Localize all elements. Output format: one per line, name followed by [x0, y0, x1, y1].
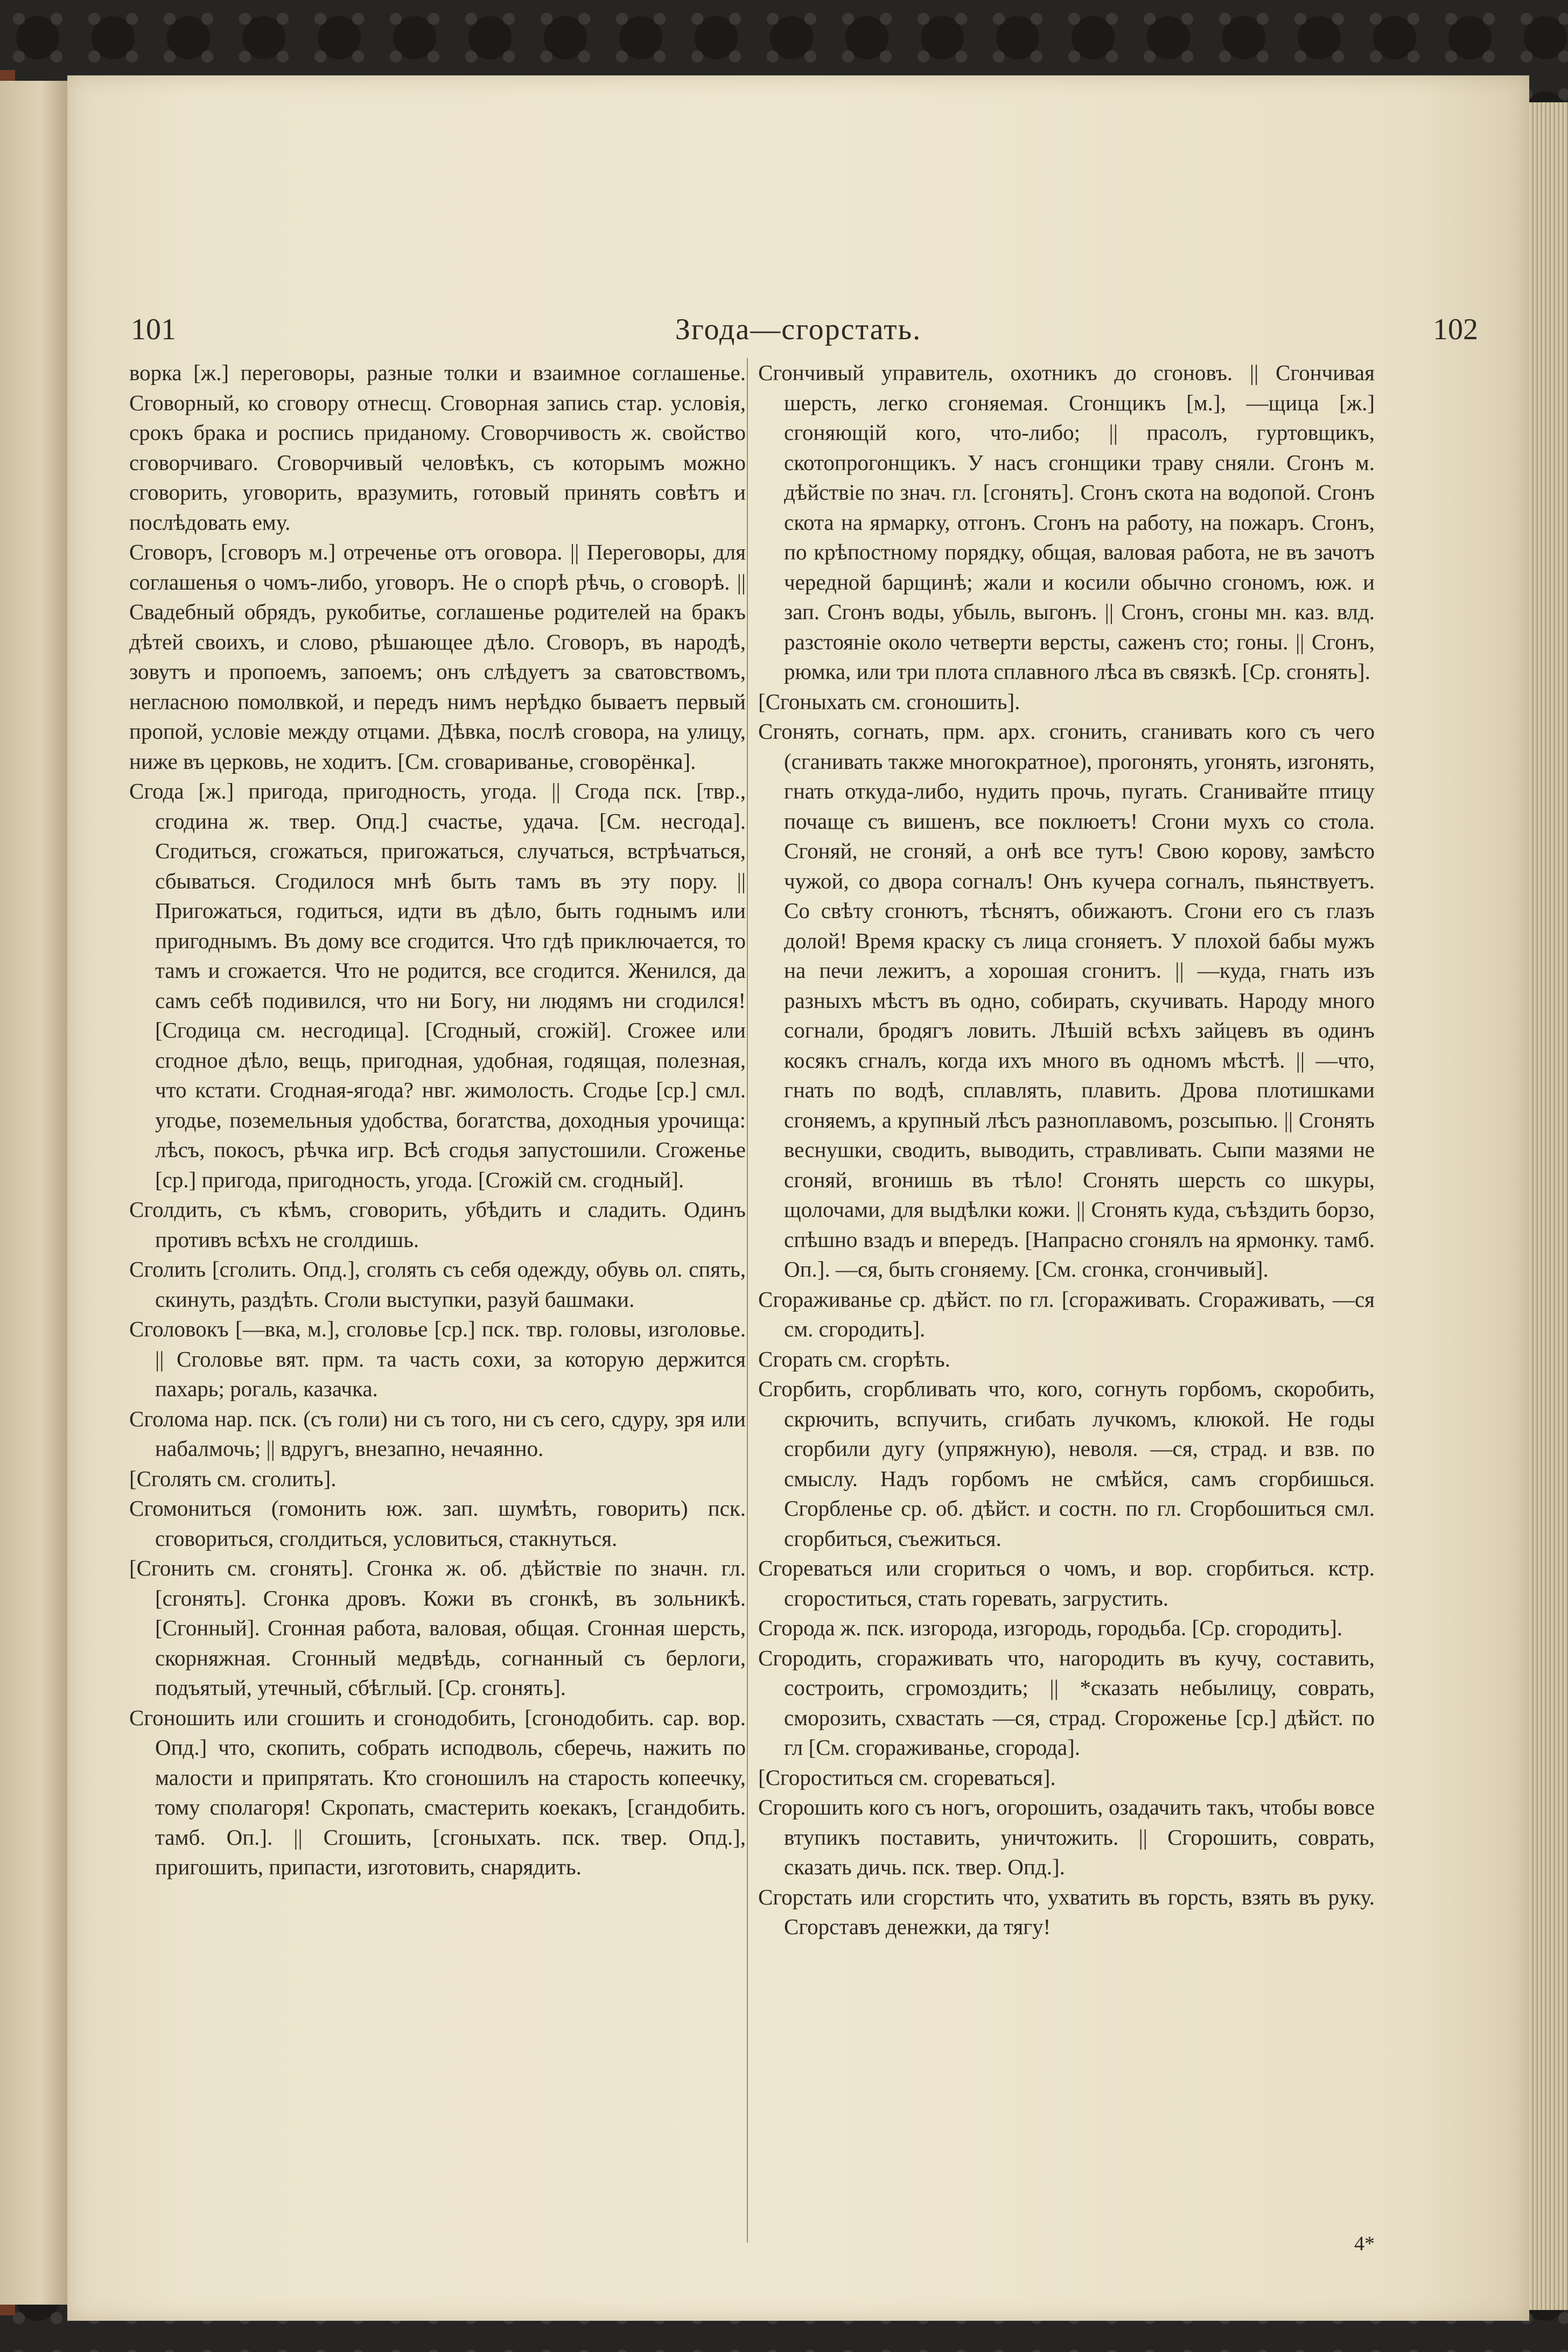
page-stack-edge — [1527, 102, 1568, 2310]
entry-paragraph: Сгончивый управитель, охотникъ до сгоновъ. || Сгончивая шерсть, легко сгоняемая. Сгонщикъ [м.], —щица [ж.] сгоняющiй кого, что-либо; || прасолъ, гуртовщикъ, скотопрогонщикъ. У насъ сгонщики траву сняли. Сгонъ м. дѣйствiе по знач. гл. [сгонять]. Сгонъ скота на водопой. Сгонъ скота на ярмарку, отгонъ. Сгонъ на работу, на пожаръ. Сгонъ, по крѣпостному порядку, общая, валовая работа, не въ зачотъ чередной барщинѣ; жали и косили обычно сгономъ, юж. и зап. Сгонъ воды, убыль, выгонъ. || Сгонъ, сгоны мн. каз. влд. разстоянiе около четверти версты, саженъ сто; гоны. || Сгонъ, рюмка, или три плота сплавного лѣса въ связкѣ. [Ср. сгонять]. — [758, 360, 1375, 684]
entry-paragraph: Сгорать см. сгорѣть. — [758, 1346, 950, 1371]
entry-paragraph: Сгорошить кого съ ногъ, огорошить, озадачить такъ, чтобы вовсе втупикъ поставить, уничтожить. || Сгорошить, соврать, сказать дичь. пск. твер. Опд.]. — [758, 1795, 1375, 1879]
running-title: Згода—сгорстать. — [675, 313, 922, 346]
entry-paragraph: Сголить [сголить. Опд.], сголять съ себя одежду, обувь ол. спять, скинуть, раздѣть. Сголи выступки, разуй башмаки. — [129, 1257, 746, 1312]
previous-page-edge — [0, 81, 69, 2305]
entry-paragraph: Сгореваться или сгориться о чомъ, и вор. сгорбиться. кстр. сгороститься, стать горевать, загрустить. — [758, 1556, 1375, 1611]
entry-paragraph: Сговоръ, [сговоръ м.] отреченье отъ оговора. || Переговоры, для соглашенья о чомъ-либо, уговоръ. Не о спорѣ рѣчь, о сговорѣ. || Свадебный обрядъ, рукобитье, соглашенье родителей на бракъ дѣтей своихъ, и слово, рѣшающее дѣло. Сговоръ, въ народѣ, зовутъ и пропоемъ, запоемъ; онъ слѣдуетъ за сватовствомъ, негласною помолвкой, и передъ нимъ нерѣдко бываетъ первый пропой, условiе между отцами. Дѣвка, послѣ сговора, на улицу, ниже въ церковь, не ходитъ. [См. сговариванье, сговорёнка]. — [129, 540, 746, 774]
entry-paragraph: Сгорстать или сгорстить что, ухватить въ горсть, взять въ руку. Сгорставъ денежки, да тягу! — [758, 1884, 1375, 1939]
page-header — [67, 312, 1529, 355]
entry-paragraph: [Сголять см. сголить]. — [129, 1466, 337, 1491]
entry-paragraph: [Сгороститься см. сгореваться]. — [758, 1765, 1056, 1790]
entry-paragraph: [Сгонить см. сгонять]. Сгонка ж. об. дѣйствiе по значн. гл. [сгонять]. Сгонка дровъ. Кожи въ сгонкѣ, въ зольникѣ. [Сгонный]. Сгонная работа, валовая, общая. Сгонная шерсть, скорняжная. Сгонный медвѣдь, согнанный съ берлоги, подъятый, утечный, сбѣглый. [Ср. сгонять]. — [129, 1556, 746, 1700]
entry-paragraph: Сгонять, согнать, прм. арх. сгонить, сганивать кого съ чего (сганивать также многократное), прогонять, угонять, изгонять, гнать откуда-либо, нудить прочь, пугать. Сганивайте птицу почаще съ вишенъ, все поклюетъ! Сгони мухъ со стола. Сгоняй, не сгоняй, а онѣ все тутъ! Свою корову, замѣсто чужой, со двора согналъ! Онъ кучера согналъ, пьянствуетъ. Со свѣту сгонютъ, тѣснятъ, обижаютъ. Сгони его съ глазъ долой! Время краску съ лица сгоняетъ. У плохой бабы мужъ на печи лежитъ, а хорошая сгонитъ. || —куда, гнать изъ разныхъ мѣстъ въ одно, собирать, скучивать. Народу много согнали, бродягъ ловить. Лѣшiй всѣхъ зайцевъ въ одинъ косякъ сгналъ, когда ихъ много въ одномъ мѣстѣ. || —что, гнать по водѣ, сплавлять, плавить. Дрова плотишками сгоняемъ, а крупный лѣсъ разноплавомъ, розсыпью. || Сгонять веснушки, сводить, выводить, стравливать. Сыпи мазями не сгоняй, вгонишь въ тѣло! Сгонять шерсть со шкуры, щолочами, для выдѣлки кожи. || Сгонять куда, съѣздить борзо, спѣшно взадъ и впередъ. [Напрасно сгонялъ на ярмонку. тамб. Оп.]. —ся, быть сгоняему. [См. сгонка, сгончивый]. — [758, 719, 1375, 1282]
entry-paragraph: Сголдить, съ кѣмъ, сговорить, убѣдить и сладить. Одинъ противъ всѣхъ не сголдишь. — [129, 1197, 746, 1252]
entry-paragraph: Сгода [ж.] пригода, пригодность, угода. || Сгода пск. [твр., сгодина ж. твер. Опд.] счастье, удача. [См. несгода]. Сгодиться, сгожаться, пригожаться, случаться, встрѣчаться, сбываться. Сгодилося мнѣ быть тамъ въ эту пору. || Пригожаться, годиться, идти въ дѣло, быть годнымъ или пригоднымъ. Въ дому все сгодится. Что гдѣ приключается, то тамъ и сгожается. Что не родится, все сгодится. Женился, да самъ себѣ подивился, что ни Богу, ни людямъ ни сгодился! [Сгодица см. несгодица]. [Сгодный, сгожiй]. Сгожее или сгодное дѣло, вещь, пригодная, удобная, годящая, полезная, что кстати. Сгодная-ягода? нвг. жимолость. Сгодье [ср.] смл. угодье, поземельныя удобства, богатства, доходныя урочища: лѣсъ, покосъ, рѣчка игр. Всѣ сгодья запустошили. Сгоженье [ср.] пригода, пригодность, угода. [Сгожiй см. сгодный]. — [129, 779, 746, 1192]
signature-mark: 4* — [1354, 2232, 1375, 2255]
column-divider — [747, 358, 748, 2243]
dictionary-page — [67, 75, 1529, 2321]
entry-paragraph: Сгорбить, сгорбливать что, кого, согнуть горбомъ, скоробить, скрючить, вспучить, сгибать лучкомъ, клюкой. Не годы сгорбили дугу (упряжную), неволя. —ся, страд. и взв. по смыслу. Надъ горбомъ не смѣйся, самъ сгорбишься. Сгорбленье ср. об. дѣйст. и состн. по гл. Сгорбошиться смл. сгорбиться, съежиться. — [758, 1376, 1375, 1551]
entry-paragraph: Сгомониться (гомонить юж. зап. шумѣть, говорить) пск. сговориться, сголдиться, условиться, стакнуться. — [129, 1496, 746, 1551]
entry-paragraph: Сгораживанье ср. дѣйст. по гл. [сгораживать. Сгораживать, —ся см. сгородить]. — [758, 1286, 1375, 1341]
left-page-number: 101 — [131, 313, 176, 346]
entry-paragraph: Сголома нар. пск. (съ голи) ни съ того, ни съ сего, сдуру, зря или набалмочь; || вдругъ, внезапно, нечаянно. — [129, 1406, 746, 1461]
entry-paragraph: Сгорода ж. пск. изгорода, изгородь, городьба. [Ср. сгородить]. — [758, 1615, 1343, 1640]
entry-paragraph: ворка [ж.] переговоры, разные толки и взаимное соглашенье. Сговорный, ко сговору отнесщ. Сговорная запись стар. условiя, срокъ брака и роспись приданому. Сговорчивость ж. свойство сговорчиваго. Сговорчивый человѣкъ, съ которымъ можно сговорить, уговорить, вразумить, готовый принять совѣтъ и послѣдовать ему. — [129, 360, 746, 535]
right-column — [758, 358, 1375, 2286]
entry-paragraph: [Сгоныхать см. сгоношить]. — [758, 689, 1020, 714]
left-column — [129, 358, 746, 2286]
entry-paragraph: Сгородить, сгораживать что, нагородить въ кучу, составить, состроить, сгромоздить; || *сказать небылицу, соврать, сморозить, схвастать —ся, страд. Сгороженье [ср.] дѣйст. по гл [См. сгораживанье, сгорода]. — [758, 1645, 1375, 1760]
entry-paragraph: Сголовокъ [—вка, м.], сголовье [ср.] пск. твр. головы, изголовье. || Сголовье вят. прм. та часть сохи, за которую держится пахарь; рогаль, казачка. — [129, 1317, 746, 1401]
entry-paragraph: Сгоношить или сгошить и сгонодобить, [сгонодобить. сар. вор. Опд.] что, скопить, собрать исподволь, сберечь, нажить по малости и припрятать. Кто сгоношилъ на старость копеечку, тому сполагоря! Скропать, смастерить коекакъ, [сгандобить. тамб. Оп.]. || Сгошить, [сгоныхать. пск. твер. Опд.], пригошить, припасти, изготовить, снарядить. — [129, 1705, 746, 1879]
right-page-number: 102 — [1433, 313, 1478, 346]
